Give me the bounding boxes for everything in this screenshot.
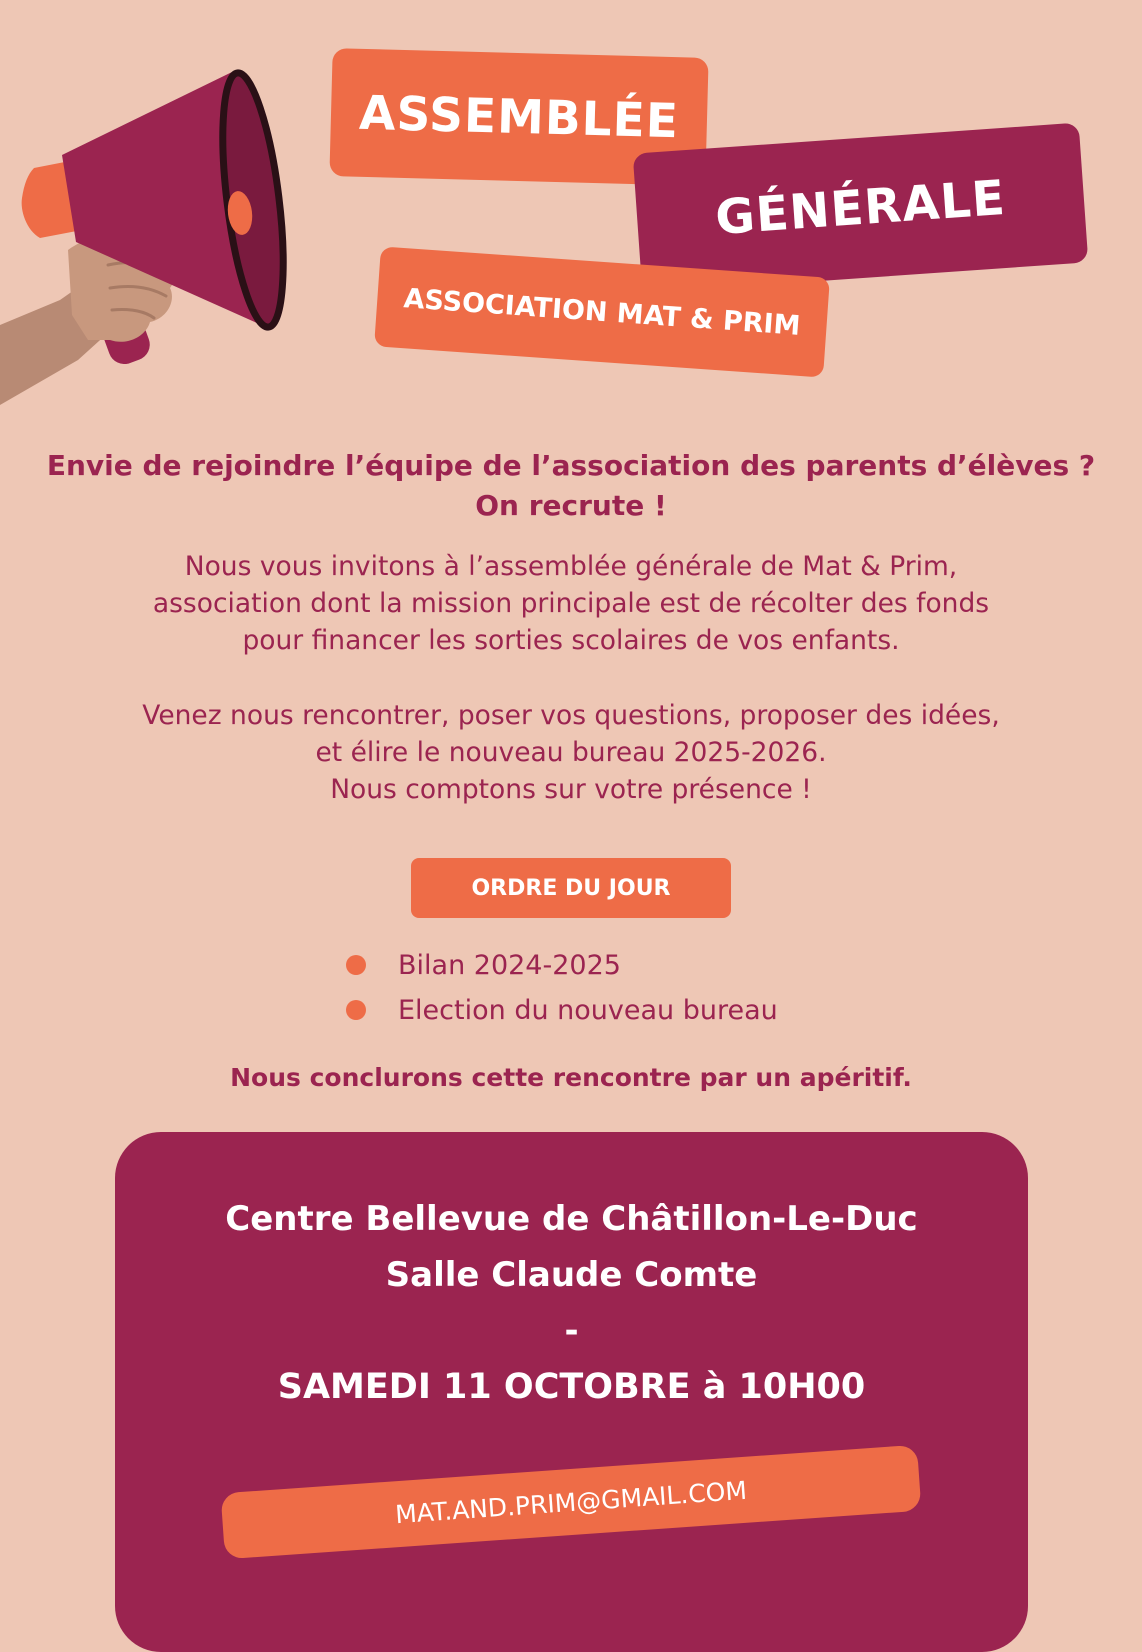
invitation-line: Venez nous rencontrer, poser vos questions, proposer des idées,: [142, 700, 1000, 731]
intro-paragraph: [0, 548, 1142, 659]
invitation-line: Nous comptons sur votre présence !: [330, 774, 812, 805]
agenda-item: [346, 990, 778, 1030]
recruitment-headline: [0, 446, 1142, 526]
event-venue: Centre Bellevue de Châtillon-Le-Duc: [225, 1199, 918, 1239]
headline-line-1: Envie de rejoindre l’équipe de l’association des parents d’élèves ?: [46, 449, 1096, 482]
event-room: Salle Claude Comte: [385, 1255, 758, 1295]
intro-line: Nous vous invitons à l’assemblée générale de Mat & Prim,: [184, 551, 958, 582]
event-datetime: SAMEDI 11 OCTOBRE à 10H00: [277, 1367, 866, 1407]
contact-email[interactable]: MAT.AND.PRIM@GMAIL.COM: [221, 1445, 922, 1560]
agenda-item: [346, 945, 621, 985]
bullet-icon: [346, 1000, 366, 1020]
intro-line: pour financer les sorties scolaires de vos enfants.: [242, 625, 900, 656]
intro-line: association dont la mission principale est de récolter des fonds: [152, 588, 990, 619]
agenda-item-label: Election du nouveau bureau: [398, 994, 778, 1026]
agenda-title-badge: ORDRE DU JOUR: [411, 858, 731, 918]
title-assemblee: ASSEMBLÉE: [329, 48, 708, 186]
bullet-icon: [346, 955, 366, 975]
event-separator: -: [564, 1311, 579, 1351]
association-name-badge: ASSOCIATION MAT & PRIM: [374, 246, 830, 377]
invitation-paragraph: [0, 697, 1142, 808]
megaphone-icon: [0, 60, 300, 405]
title-generale: GÉNÉRALE: [633, 123, 1089, 294]
headline-line-2: On recrute !: [475, 489, 667, 522]
invitation-line: et élire le nouveau bureau 2025-2026.: [315, 737, 827, 768]
conclusion-text: Nous conclurons cette rencontre par un apéritif.: [230, 1063, 912, 1092]
agenda-item-label: Bilan 2024-2025: [398, 949, 621, 981]
